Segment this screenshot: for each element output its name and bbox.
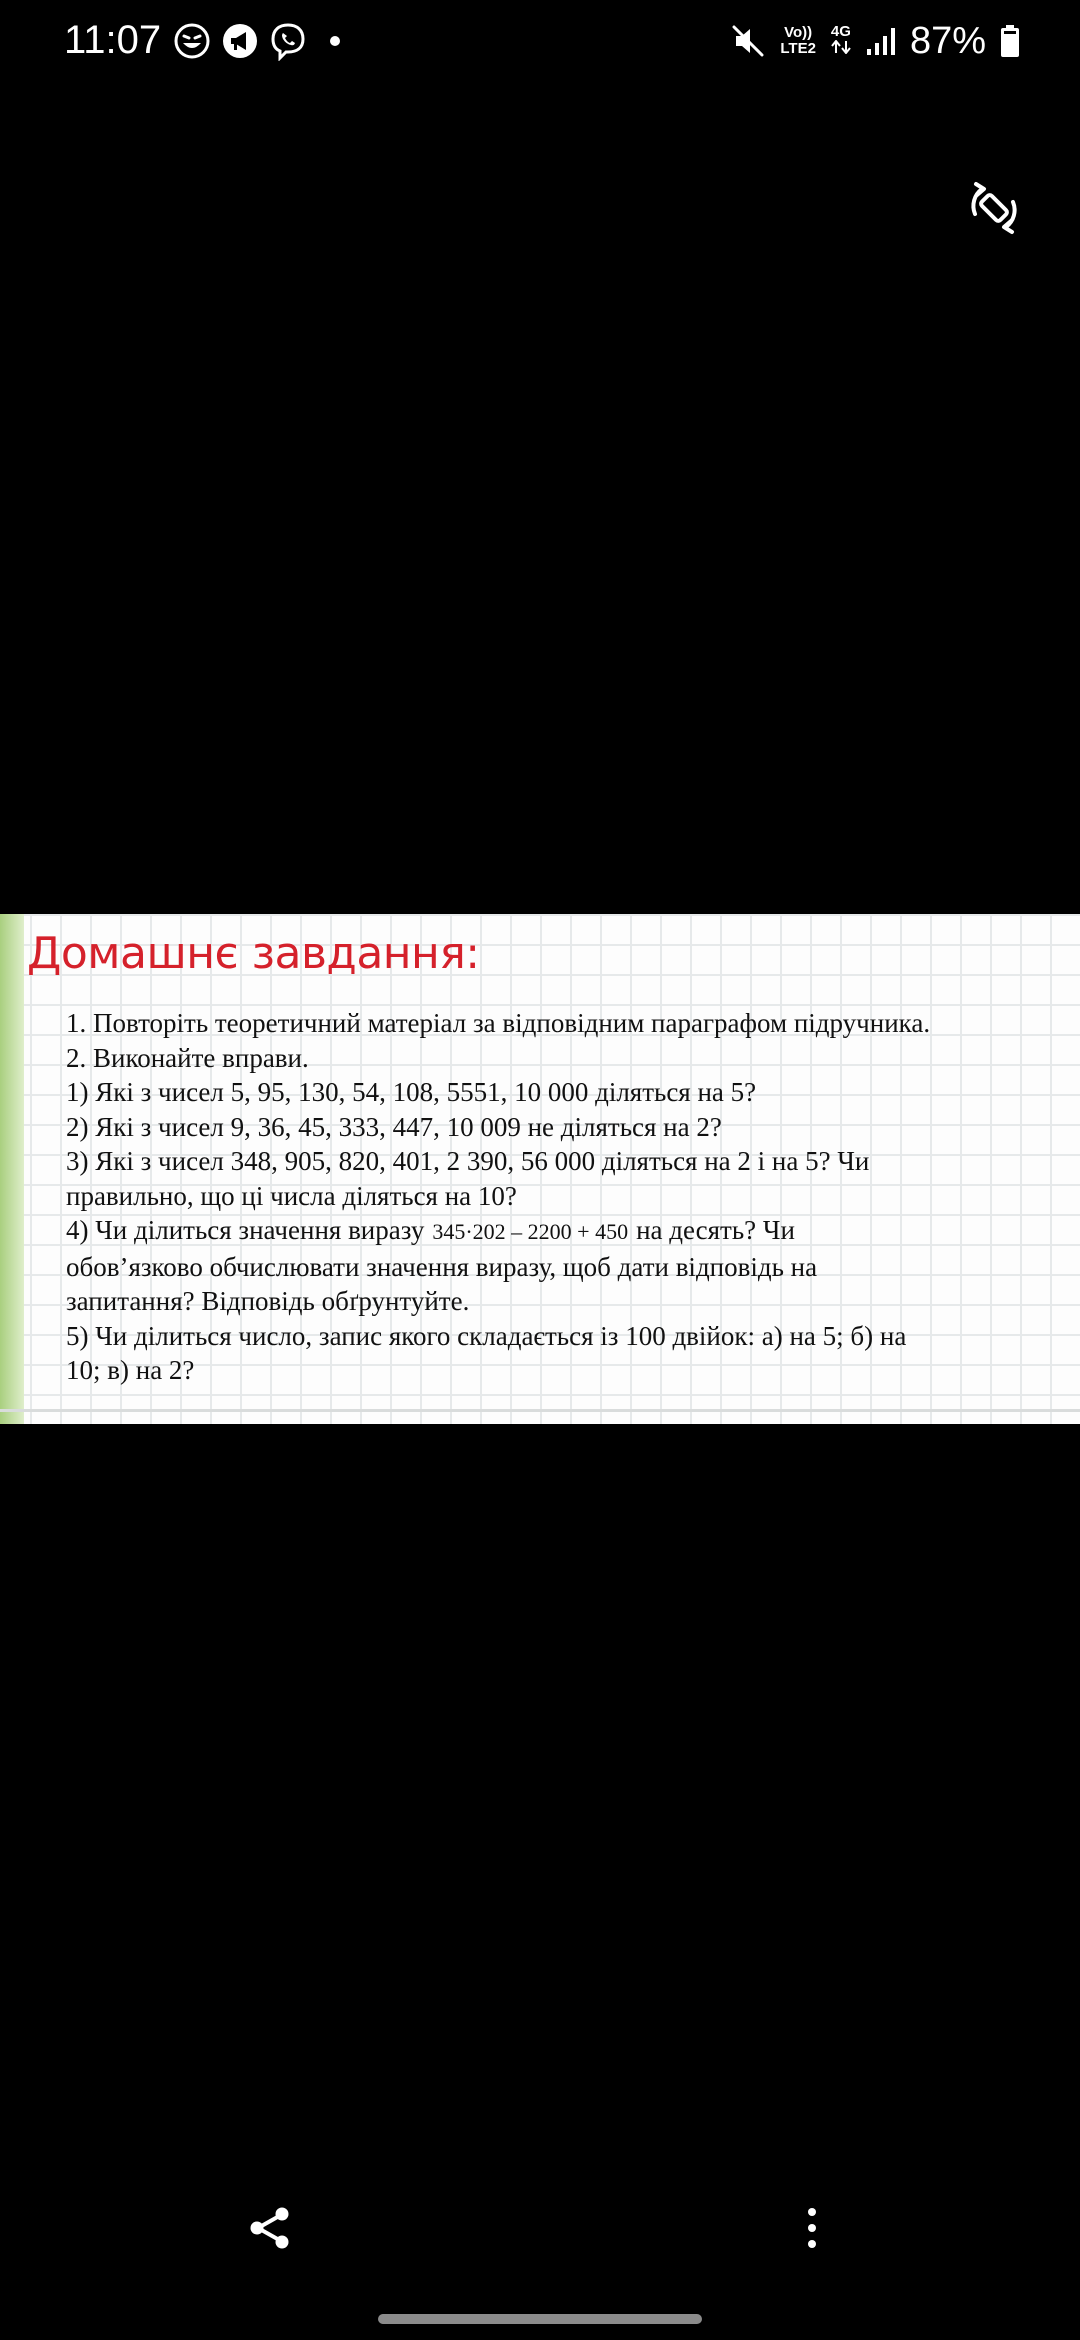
auto-rotate-icon[interactable] [966,180,1022,236]
battery-icon [1000,24,1020,58]
volte-indicator [780,25,816,57]
status-bar [0,0,1080,80]
network-type-indicator [830,24,852,58]
task-line: 5) Чи ділиться число, запис якого складається із 100 двійок: а) на 5; б) на [66,1320,907,1351]
data-arrows-icon [830,40,852,54]
share-icon[interactable] [246,2204,294,2252]
home-indicator[interactable] [378,2314,702,2324]
task-line: 2. Виконайте вправи. [66,1042,309,1073]
task-line: запитання? Відповідь обґрунтуйте. [66,1286,470,1316]
more-notifications-dot [330,36,340,46]
task-text: 4) Чи ділиться значення виразу [66,1215,425,1245]
math-expression: 345·202 – 2200 + 450 [432,1219,629,1244]
homework-text [66,1006,1066,1388]
task-line: обов’язково обчислювати значення виразу, щоб дати відповідь на [66,1251,818,1282]
mute-icon [730,23,766,59]
signal-icon [866,25,896,57]
task-line: 1. Повторіть теоретичний матеріал за відповідним параграфом підручника. [66,1008,931,1038]
task-line: 1) Які з чисел 5, 95, 130, 54, 108, 5551, 10 000 діляться на 5? [66,1077,757,1107]
system-icons [730,18,1020,64]
more-vert-icon[interactable] [796,2204,828,2252]
status-time: 11:07 [64,18,162,62]
task-line: 2) Які з чисел 9, 36, 45, 333, 447, 10 009 не діляться на 2? [66,1111,722,1142]
megaphone-icon [220,21,260,61]
divider [0,1409,1080,1412]
lte-label: LTE2 [780,40,816,57]
battery-percent: 87% [909,20,986,62]
decorative-strip [0,914,24,1424]
task-text: на десять? Чи [636,1215,795,1245]
emoji-laugh-icon [172,21,212,61]
volte-label: Vo)) [784,24,813,41]
task-line: правильно, що ці числа діляться на 10? [66,1180,517,1211]
task-line: 10; в) на 2? [66,1355,195,1385]
slide-title: Домашнє завдання: [27,928,480,979]
viber-icon [268,21,308,61]
network-type-label: 4G [830,23,851,40]
homework-image [0,914,1080,1424]
notification-icons [172,20,340,62]
task-line-expression [66,1213,1066,1250]
task-line: 3) Які з чисел 348, 905, 820, 401, 2 390, 56 000 діляться на 2 і на 5? Чи [66,1146,870,1176]
